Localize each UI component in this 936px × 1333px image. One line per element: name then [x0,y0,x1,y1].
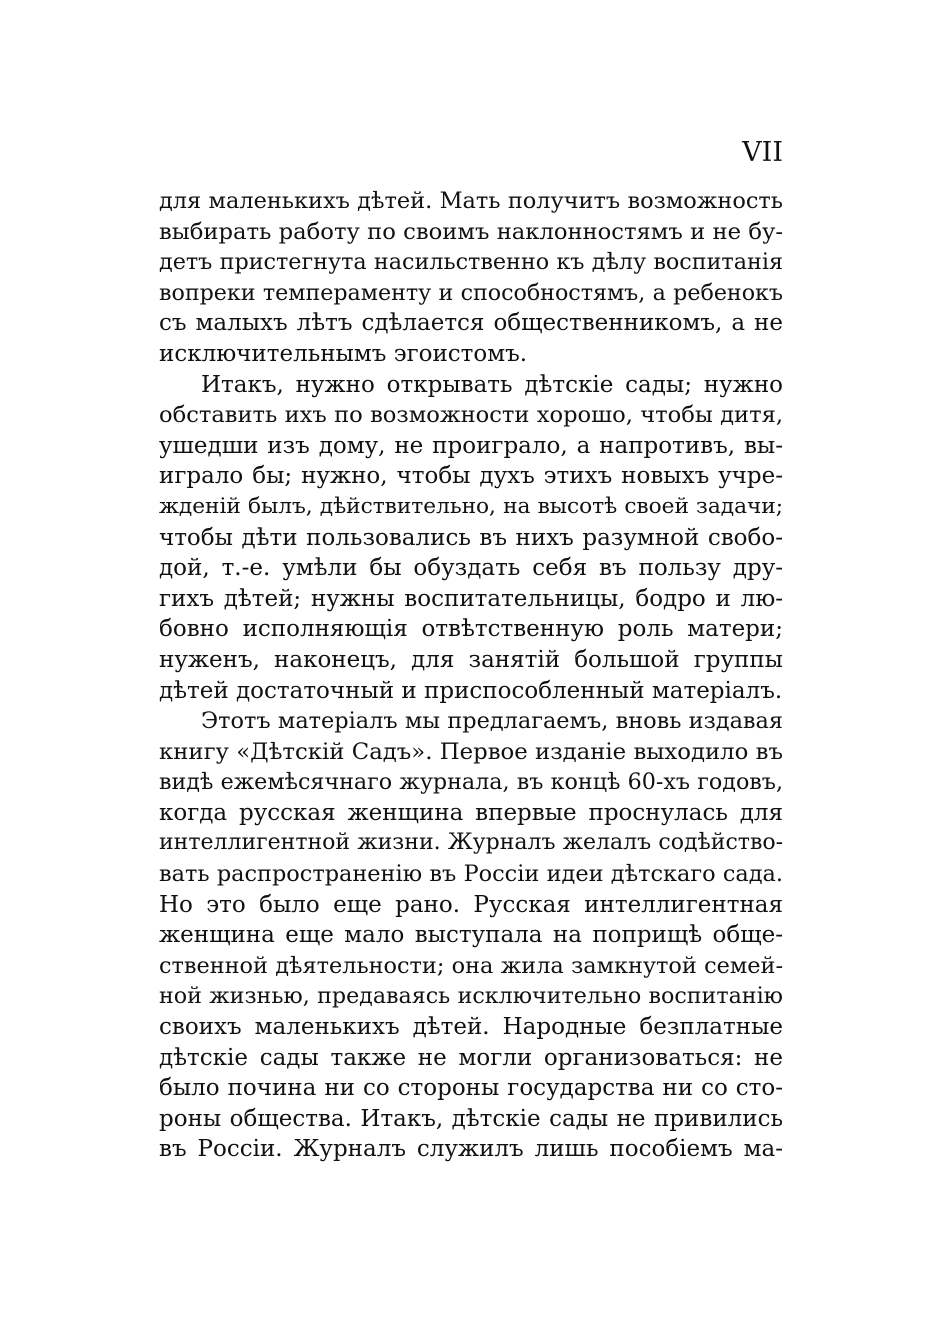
text-line: когда русская женщина впервые проснулась для [159,799,783,826]
paragraph-1 [159,186,783,370]
text-line: выбирать работу по своимъ наклонностямъ и не бу- [159,218,783,245]
text-line: нуженъ, наконецъ, для занятій большой группы [159,646,783,673]
text-line: роны общества. Итакъ, дѣтскіе сады не привились [159,1105,783,1132]
text-line: бовно исполняющія отвѣтственную роль матери; [159,616,783,643]
text-line: жденій былъ, дѣйствительно, на высотѣ своей задачи; [159,493,783,519]
text-line: детъ пристегнута насильственно къ дѣлу воспитанія [159,249,783,276]
text-line: чтобы дѣти пользовались въ нихъ разумной свобо- [159,524,783,551]
text-line: ушедши изъ дому, не проиграло, а напротивъ, вы- [159,432,783,459]
text-line: для маленькихъ дѣтей. Мать получитъ возможность [159,188,783,214]
text-line: интеллигентной жизни. Журналъ желалъ содѣйство- [159,830,783,856]
text-line: Итакъ, нужно открывать дѣтскіе сады; нужно [201,371,783,398]
text-line: дой, т.-е. умѣли бы обуздать себя въ пользу дру- [159,555,783,582]
text-line: было почина ни со стороны государства ни со сто- [159,1075,783,1102]
text-line: дѣтей достаточный и приспособленный матеріалъ. [159,677,783,704]
text-line: женщина еще мало выступала на поприщѣ обще- [159,922,783,949]
page-number: VII [742,137,783,168]
paragraph-2 [159,370,783,707]
text-line: дѣтскіе сады также не могли организоваться: не [159,1044,783,1071]
text-line: съ малыхъ лѣтъ сдѣлается общественникомъ, а не [159,310,783,337]
text-line: книгу «Дѣтскій Садъ». Первое изданіе выходило въ [159,738,783,765]
text-line: своихъ маленькихъ дѣтей. Народные безплатные [159,1014,783,1041]
text-line: Но это было еще рано. Русская интеллигентная [159,891,783,918]
text-line: гихъ дѣтей; нужны воспитательницы, бодро и лю- [159,585,783,612]
text-line: обставить ихъ по возможности хорошо, чтобы дитя, [159,402,783,429]
text-line: ной жизнью, предаваясь исключительно воспитанію [159,983,783,1010]
paragraph-3 [159,706,783,1165]
text-line: вать распространенію въ Россіи идеи дѣтскаго сада. [159,861,783,888]
text-line: Этотъ матеріалъ мы предлагаемъ, вновь издавая [201,708,783,735]
body-text [159,186,783,1165]
text-line: вопреки темпераменту и способностямъ, а ребенокъ [159,279,783,306]
text-line: исключительнымъ эгоистомъ. [159,340,528,367]
text-line: играло бы; нужно, чтобы духъ этихъ новыхъ учре- [159,463,783,490]
text-line: видѣ ежемѣсячнаго журнала, въ концѣ 60-хъ годовъ, [159,769,783,796]
text-line: въ Россіи. Журналъ служилъ лишь пособіемъ ма- [159,1136,783,1163]
text-line: ственной дѣятельности; она жила замкнутой семей- [159,952,783,979]
